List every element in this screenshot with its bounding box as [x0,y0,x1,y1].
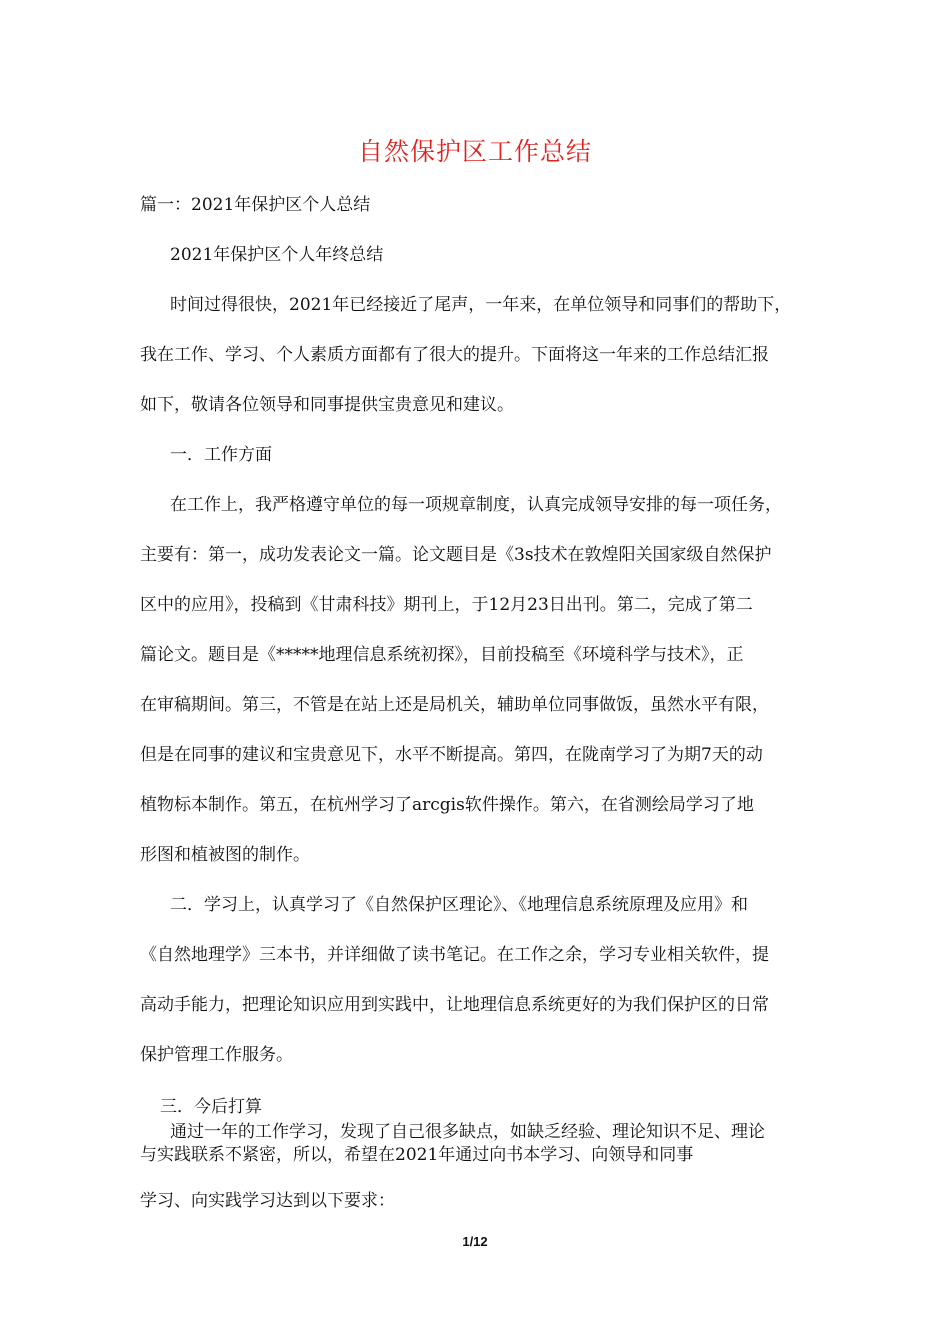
paragraph-line: 二．学习上，认真学习了《自然保护区理论》、《地理信息系统原理及应用》和 [170,895,748,915]
paragraph-line: 形图和植被图的制作。 [140,845,310,865]
paragraph-line: 通过一年的工作学习，发现了自己很多缺点，如缺乏经验、理论知识不足、理论 [170,1122,765,1142]
paragraph-line: 我在工作、学习、个人素质方面都有了很大的提升。下面将这一年来的工作总结汇报 [140,345,769,365]
paragraph-line: 在审稿期间。第三，不管是在站上还是局机关，辅助单位同事做饭，虽然水平有限， [140,695,769,715]
subtitle: 2021年保护区个人年终总结 [170,245,384,265]
paragraph-line: 篇论文。题目是《*****地理信息系统初探》，目前投稿至《环境科学与技术》，正 [140,645,744,665]
section-heading: 一．工作方面 [170,445,272,465]
section-heading: 三．今后打算 [160,1097,262,1117]
page-number: 1/12 [462,1234,488,1249]
paragraph-line: 植物标本制作。第五，在杭州学习了arcgis软件操作。第六，在省测绘局学习了地 [140,795,754,815]
paragraph-line: 与实践联系不紧密，所以，希望在2021年通过向书本学习、向领导和同事 [140,1145,694,1165]
section-heading: 篇一：2021年保护区个人总结 [140,195,371,215]
paragraph-line: 学习、向实践学习达到以下要求： [140,1191,395,1211]
paragraph-line: 时间过得很快，2021年已经接近了尾声，一年来，在单位领导和同事们的帮助下， [170,295,792,315]
paragraph-line: 如下，敬请各位领导和同事提供宝贵意见和建议。 [140,395,514,415]
document-title: 自然保护区工作总结 [357,137,592,166]
paragraph-line: 但是在同事的建议和宝贵意见下，水平不断提高。第四，在陇南学习了为期7天的动 [140,745,763,765]
paragraph-line: 区中的应用》，投稿到《甘肃科技》期刊上，于12月23日出刊。第二，完成了第二 [140,595,753,615]
paragraph-line: 在工作上，我严格遵守单位的每一项规章制度，认真完成领导安排的每一项任务， [170,495,782,515]
paragraph-line: 主要有：第一，成功发表论文一篇。论文题目是《3s技术在敦煌阳关国家级自然保护 [140,545,772,565]
paragraph-line: 《自然地理学》三本书，并详细做了读书笔记。在工作之余，学习专业相关软件，提 [140,945,769,965]
paragraph-line: 高动手能力，把理论知识应用到实践中，让地理信息系统更好的为我们保护区的日常 [140,995,769,1015]
paragraph-line: 保护管理工作服务。 [140,1045,293,1065]
